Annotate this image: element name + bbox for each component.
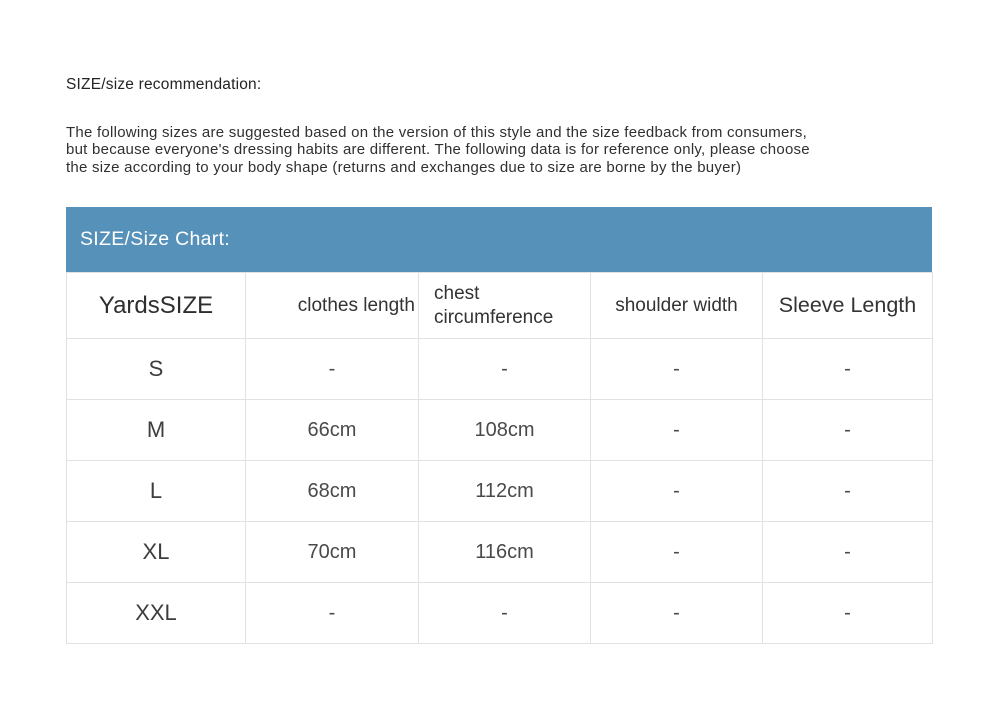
table-row: [67, 461, 933, 522]
column-header-shoulder-width: shoulder width: [591, 273, 763, 339]
value-cell: 108cm: [419, 400, 591, 461]
value-cell: -: [763, 400, 933, 461]
value-cell: -: [763, 339, 933, 400]
column-header-sleeve-length: Sleeve Length: [763, 273, 933, 339]
size-cell: XXL: [67, 583, 246, 644]
size-cell: M: [67, 400, 246, 461]
size-chart-title: SIZE/Size Chart:: [80, 228, 231, 250]
value-cell: -: [591, 339, 763, 400]
paragraph-line: The following sizes are suggested based on the version of this style and the size feedback from consumers,: [66, 124, 808, 141]
value-cell: -: [763, 583, 933, 644]
value-cell: -: [246, 583, 419, 644]
table-row: [67, 583, 933, 644]
value-cell: -: [763, 461, 933, 522]
column-header-clothes-length: clothes length: [246, 273, 419, 339]
value-cell: 112cm: [419, 461, 591, 522]
table-row: [67, 339, 933, 400]
table-row: [67, 522, 933, 583]
value-cell: -: [763, 522, 933, 583]
value-cell: -: [591, 461, 763, 522]
size-cell: L: [67, 461, 246, 522]
value-cell: 70cm: [246, 522, 419, 583]
paragraph-line: the size according to your body shape (returns and exchanges due to size are borne by the buyer): [66, 158, 742, 176]
value-cell: 116cm: [419, 522, 591, 583]
size-cell: S: [67, 339, 246, 400]
value-cell: -: [419, 583, 591, 644]
size-cell: XL: [67, 522, 246, 583]
value-cell: 68cm: [246, 461, 419, 522]
value-cell: -: [419, 339, 591, 400]
column-header-chest-circumference: chest circumference: [419, 273, 591, 339]
value-cell: -: [591, 522, 763, 583]
value-cell: 66cm: [246, 400, 419, 461]
value-cell: -: [591, 400, 763, 461]
paragraph-line: but because everyone's dressing habits are different. The following data is for reference only, please choose: [66, 141, 810, 159]
size-recommendation-heading: SIZE/size recommendation:: [66, 76, 262, 93]
size-table: [66, 272, 933, 644]
column-header-size: YardsSIZE: [67, 273, 246, 339]
value-cell: -: [591, 583, 763, 644]
size-chart-title-bar: [66, 207, 932, 272]
table-row: [67, 400, 933, 461]
value-cell: -: [246, 339, 419, 400]
size-table-container: [66, 272, 932, 644]
size-recommendation-paragraph: [66, 124, 938, 176]
table-header-row: [67, 273, 933, 339]
